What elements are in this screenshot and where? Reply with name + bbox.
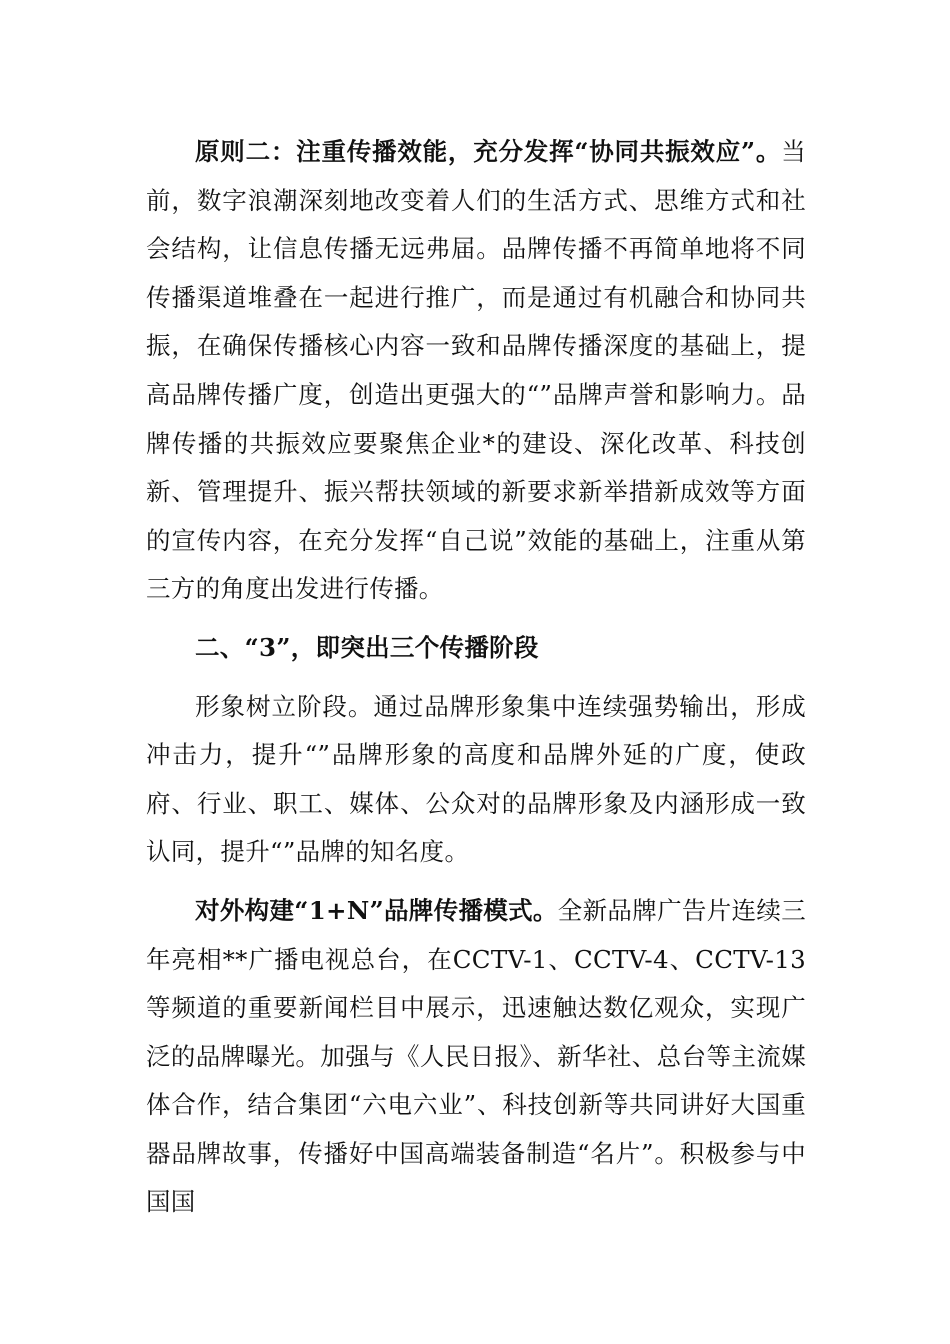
external-model-lead: 对外构建“1+N”品牌传播模式。 [195, 895, 558, 925]
section-heading-two: 二、“3”，即突出三个传播阶段 [195, 632, 539, 662]
external-model-paragraph [146, 887, 806, 1227]
document-page [146, 128, 806, 1227]
principle-two-body: 当前，数字浪潮深刻地改变着人们的生活方式、思维方式和社会结构，让信息传播无远弗届。品牌传播不再简单地将不同传播渠道堆叠在一起进行推广，而是通过有机融合和协同共振，在确保传播核心内容一致和品牌传播深度的基础上，提高品牌传播广度，创造出更强大的“”品牌声誉和影响力。品牌传播的共振效应要聚焦企业*的建设、深化改革、科技创新、管理提升、振兴帮扶领域的新要求新举措新成效等方面的宣传内容，在充分发挥“自己说”效能的基础上，注重从第三方的角度出发进行传播。 [146, 137, 806, 604]
external-model-body: 全新品牌广告片连续三年亮相**广播电视总台，在CCTV-1、CCTV-4、CCTV-13等频道的重要新闻栏目中展示，迅速触达数亿观众，实现广泛的品牌曝光。加强与《人民日报》、新华社、总台等主流媒体合作，结合集团“六电六业”、科技创新等共同讲好大国重器品牌故事，传播好中国高端装备制造“名片”。积极参与中国国 [146, 895, 806, 1217]
principle-two-paragraph [146, 128, 806, 614]
image-stage-paragraph: 形象树立阶段。通过品牌形象集中连续强势输出，形成冲击力，提升“”品牌形象的高度和品牌外延的广度，使政府、行业、职工、媒体、公众对的品牌形象及内涵形成一致认同，提升“”品牌的知名度。 [146, 691, 806, 867]
principle-two-lead: 原则二：注重传播效能，充分发挥“协同共振效应”。 [195, 137, 782, 166]
